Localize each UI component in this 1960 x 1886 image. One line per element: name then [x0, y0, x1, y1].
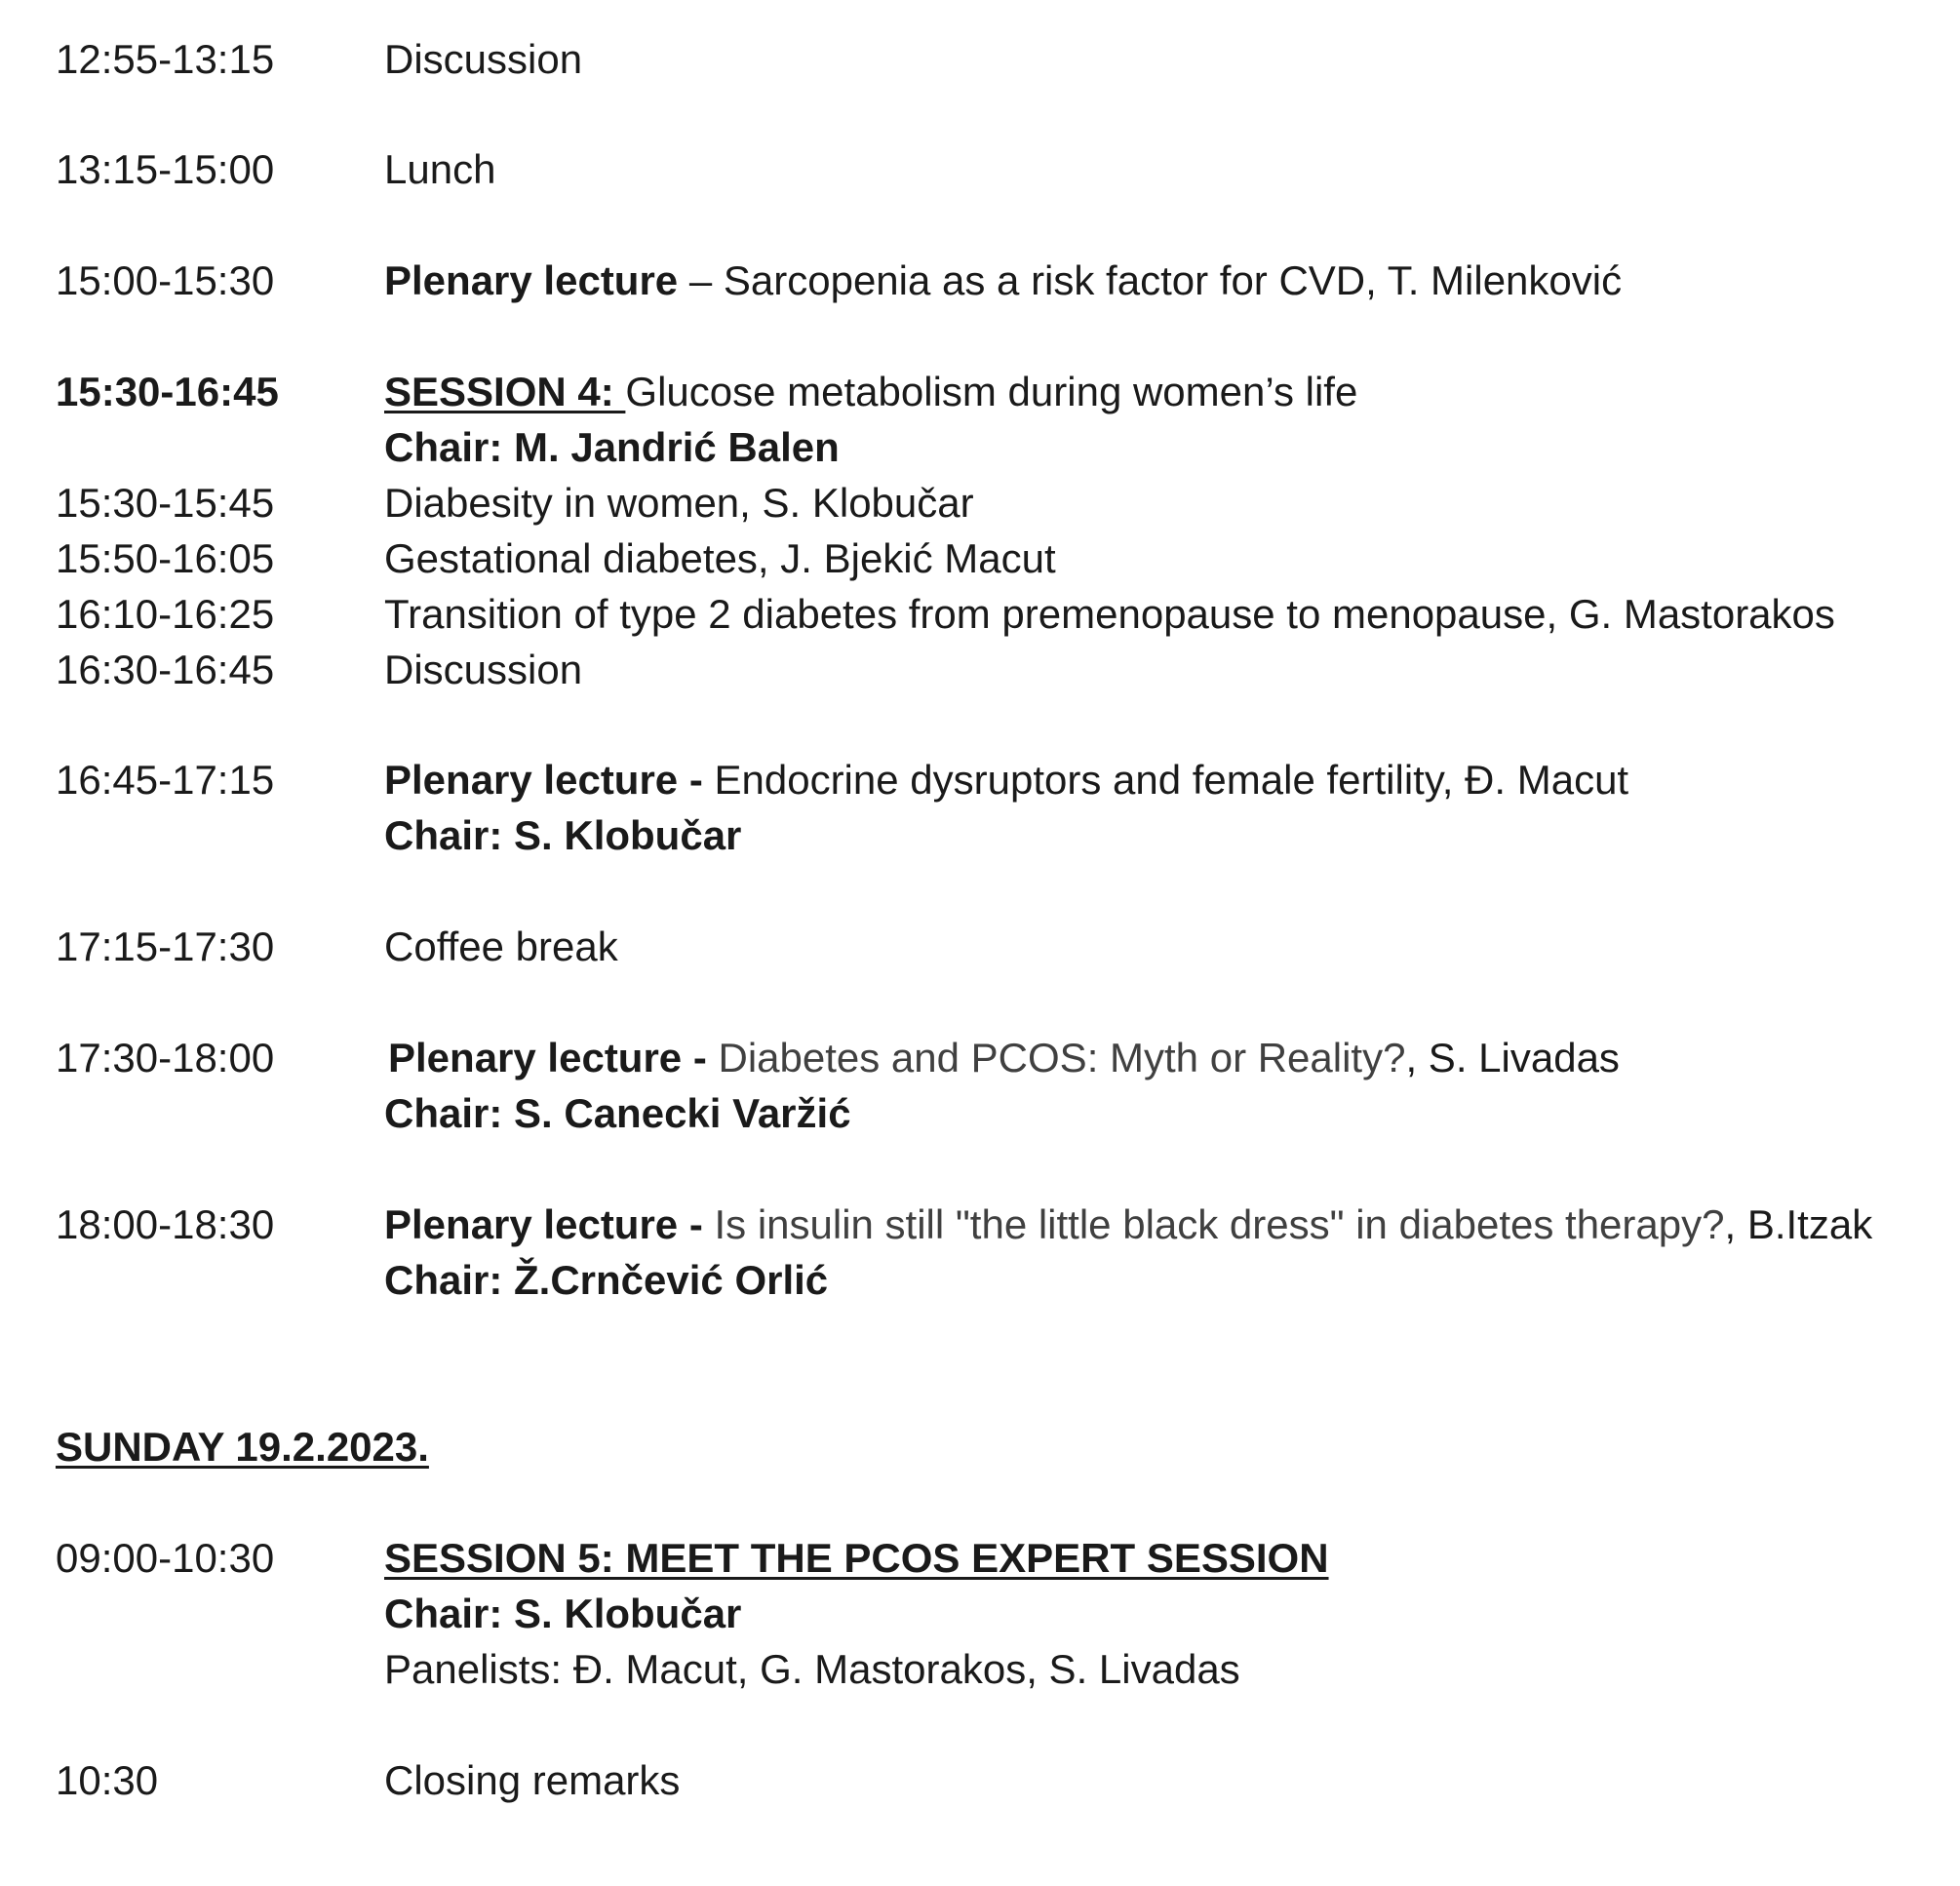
- item-title: Discussion: [384, 36, 583, 82]
- item-title: Diabesity in women, S. Klobučar: [384, 480, 974, 526]
- item-title: Coffee break: [384, 923, 618, 969]
- schedule-row: [0, 140, 1960, 199]
- schedule-row: [0, 1196, 1960, 1254]
- chair-text: Chair: S. Canecki Varžić: [384, 1090, 851, 1136]
- time-slot: 09:00-10:30: [56, 1535, 275, 1581]
- session-label: SESSION 4:: [384, 369, 626, 414]
- time-slot: 15:00-15:30: [56, 257, 275, 303]
- speaker: , B.Itzak: [1724, 1201, 1873, 1247]
- item-title: – Sarcopenia as a risk factor for CVD, T. Milenković: [678, 257, 1623, 303]
- day-heading: SUNDAY 19.2.2023.: [56, 1424, 429, 1470]
- item-title: Transition of type 2 diabetes from premenopause to menopause, G. Mastorakos: [384, 591, 1835, 637]
- schedule-row: [0, 751, 1960, 809]
- time-slot: 16:45-17:15: [56, 757, 275, 803]
- speaker: , S. Livadas: [1405, 1035, 1620, 1081]
- session-title: Glucose metabolism during women’s life: [625, 369, 1358, 414]
- item-content: [388, 1029, 1620, 1087]
- chair-row: [0, 1251, 1960, 1310]
- time-slot: 10:30: [56, 1757, 159, 1803]
- chair-text: Chair: S. Klobučar: [384, 1591, 742, 1636]
- plenary-label: Plenary lecture: [384, 257, 679, 303]
- chair-row: [0, 1084, 1960, 1143]
- item-title: Lunch: [384, 146, 496, 192]
- item-content: [384, 252, 1622, 310]
- time-slot: 13:15-15:00: [56, 146, 275, 192]
- time-slot: 17:30-18:00: [56, 1035, 275, 1081]
- chair-text: Chair: S. Klobučar: [384, 812, 742, 858]
- time-slot: 18:00-18:30: [56, 1201, 275, 1247]
- plenary-label: Plenary lecture -: [384, 757, 715, 803]
- chair-row: [0, 418, 1960, 477]
- item-title: Endocrine dysruptors and female fertility, Đ. Macut: [714, 757, 1629, 803]
- schedule-row: [0, 1751, 1960, 1810]
- chair-text: Chair: Ž.Crnčević Orlić: [384, 1257, 829, 1303]
- schedule-row: [0, 1029, 1960, 1087]
- time-slot: 17:15-17:30: [56, 923, 275, 969]
- schedule-row: [0, 252, 1960, 310]
- schedule-row: [0, 641, 1960, 699]
- item-title: Closing remarks: [384, 1757, 681, 1803]
- plenary-label: Plenary lecture -: [388, 1035, 719, 1081]
- item-title: Gestational diabetes, J. Bjekić Macut: [384, 535, 1056, 581]
- time-slot: 15:30-16:45: [56, 369, 279, 414]
- time-slot: 16:30-16:45: [56, 647, 275, 692]
- chair-row: [0, 806, 1960, 865]
- chair-row: [0, 1585, 1960, 1643]
- session-row: [0, 1529, 1960, 1588]
- item-content: [384, 363, 1357, 421]
- schedule-row: [0, 530, 1960, 588]
- schedule-row: [0, 585, 1960, 644]
- item-title: Discussion: [384, 647, 583, 692]
- time-slot: 12:55-13:15: [56, 36, 275, 82]
- time-slot: 15:50-16:05: [56, 535, 275, 581]
- panelists-row: [0, 1640, 1960, 1699]
- panelists-text: Panelists: Đ. Macut, G. Mastorakos, S. Livadas: [384, 1646, 1240, 1692]
- schedule-row: [0, 30, 1960, 89]
- schedule-row: [0, 918, 1960, 976]
- time-slot: 15:30-15:45: [56, 480, 275, 526]
- item-content: [384, 1196, 1872, 1254]
- session-label: SESSION 5: MEET THE PCOS EXPERT SESSION: [384, 1535, 1329, 1581]
- plenary-label: Plenary lecture -: [384, 1201, 715, 1247]
- chair-text: Chair: M. Jandrić Balen: [384, 424, 840, 470]
- item-title: Is insulin still "the little black dress" in diabetes therapy?: [714, 1201, 1725, 1247]
- schedule-row: [0, 474, 1960, 532]
- item-title: Diabetes and PCOS: Myth or Reality?: [718, 1035, 1406, 1081]
- item-content: [384, 751, 1628, 809]
- time-slot: 16:10-16:25: [56, 591, 275, 637]
- session-row: [0, 363, 1960, 421]
